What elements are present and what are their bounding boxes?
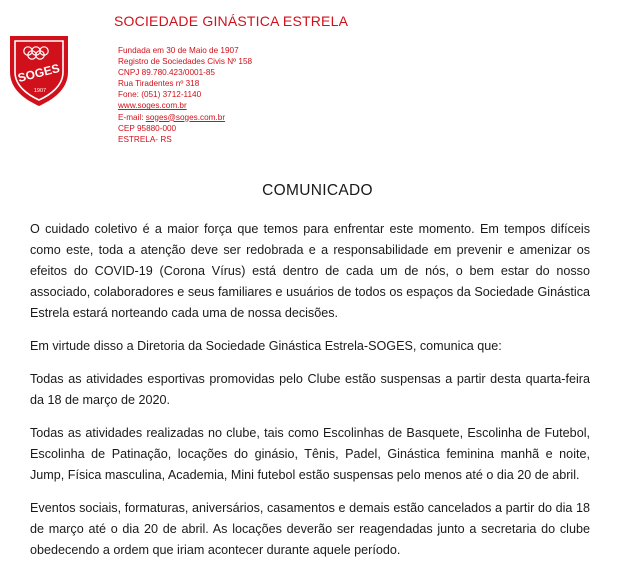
cnpj-text: CNPJ 89.780.423/0001-85 xyxy=(118,68,215,78)
org-details xyxy=(118,45,252,145)
logo-year: 1907 xyxy=(33,88,47,94)
address-text: Rua Tiradentes nº 318 xyxy=(118,79,200,89)
email-link[interactable]: soges@soges.com.br xyxy=(145,112,226,122)
phone-text: Fone: (051) 3712-1140 xyxy=(118,90,202,100)
cep-text: CEP 95880-000 xyxy=(118,123,177,133)
document-body xyxy=(30,219,590,573)
city-text: ESTRELA- RS xyxy=(118,134,172,144)
paragraph: Todas as atividades realizadas no clube, tais como Escolinhas de Basquete, Escolinha de Futebol, Escolinha de Patinação, locações do ginásio, Tênis, Padel, Ginástica feminina manhã e noite, Jump, Física masculina, Academia, Mini futebol estão suspensas pelo menos até o dia 20 de abril. xyxy=(30,426,590,482)
logo-text: SOGES xyxy=(16,61,62,85)
founded-text: Fundada em 30 de Maio de 1907 xyxy=(118,46,239,55)
soges-logo xyxy=(6,32,72,108)
registry-text: Registro de Sociedades Civis Nº 158 xyxy=(118,57,253,67)
paragraph: O cuidado coletivo é a maior força que temos para enfrentar este momento. Em tempos difíceis como este, toda a atenção deve ser redobrada e a responsabilidade em prevenir e amenizar os efeitos do COVID-19 (Corona Vírus) está dentro de cada um de nós, o bem estar do nosso associado, colaboradores e seus familiares e usuários de todos os espaços da Sociedade Ginástica Estrela estará norteando cada uma de nossa decisões. xyxy=(30,222,590,320)
paragraph: Eventos sociais, formaturas, aniversários, casamentos e demais estão cancelados a partir do dia 18 de março até o dia 20 de abril. As locações deverão ser reagendadas junto a secretaria do clube obedecendo a ordem que iriam acontecer durante aquele período. xyxy=(30,501,590,557)
org-name: SOCIEDADE GINÁSTICA ESTRELA xyxy=(114,13,349,29)
paragraph: Em virtude disso a Diretoria da Sociedade Ginástica Estrela-SOGES, comunica que: xyxy=(30,339,502,353)
email-label: E-mail: xyxy=(118,112,146,122)
email-line xyxy=(118,112,252,123)
document-title: COMUNICADO xyxy=(262,182,373,199)
website-link[interactable]: www.soges.com.br xyxy=(118,101,187,111)
paragraph: Todas as atividades esportivas promovidas pelo Clube estão suspensas a partir desta quarta-feira da 18 de março de 2020. xyxy=(30,372,590,407)
